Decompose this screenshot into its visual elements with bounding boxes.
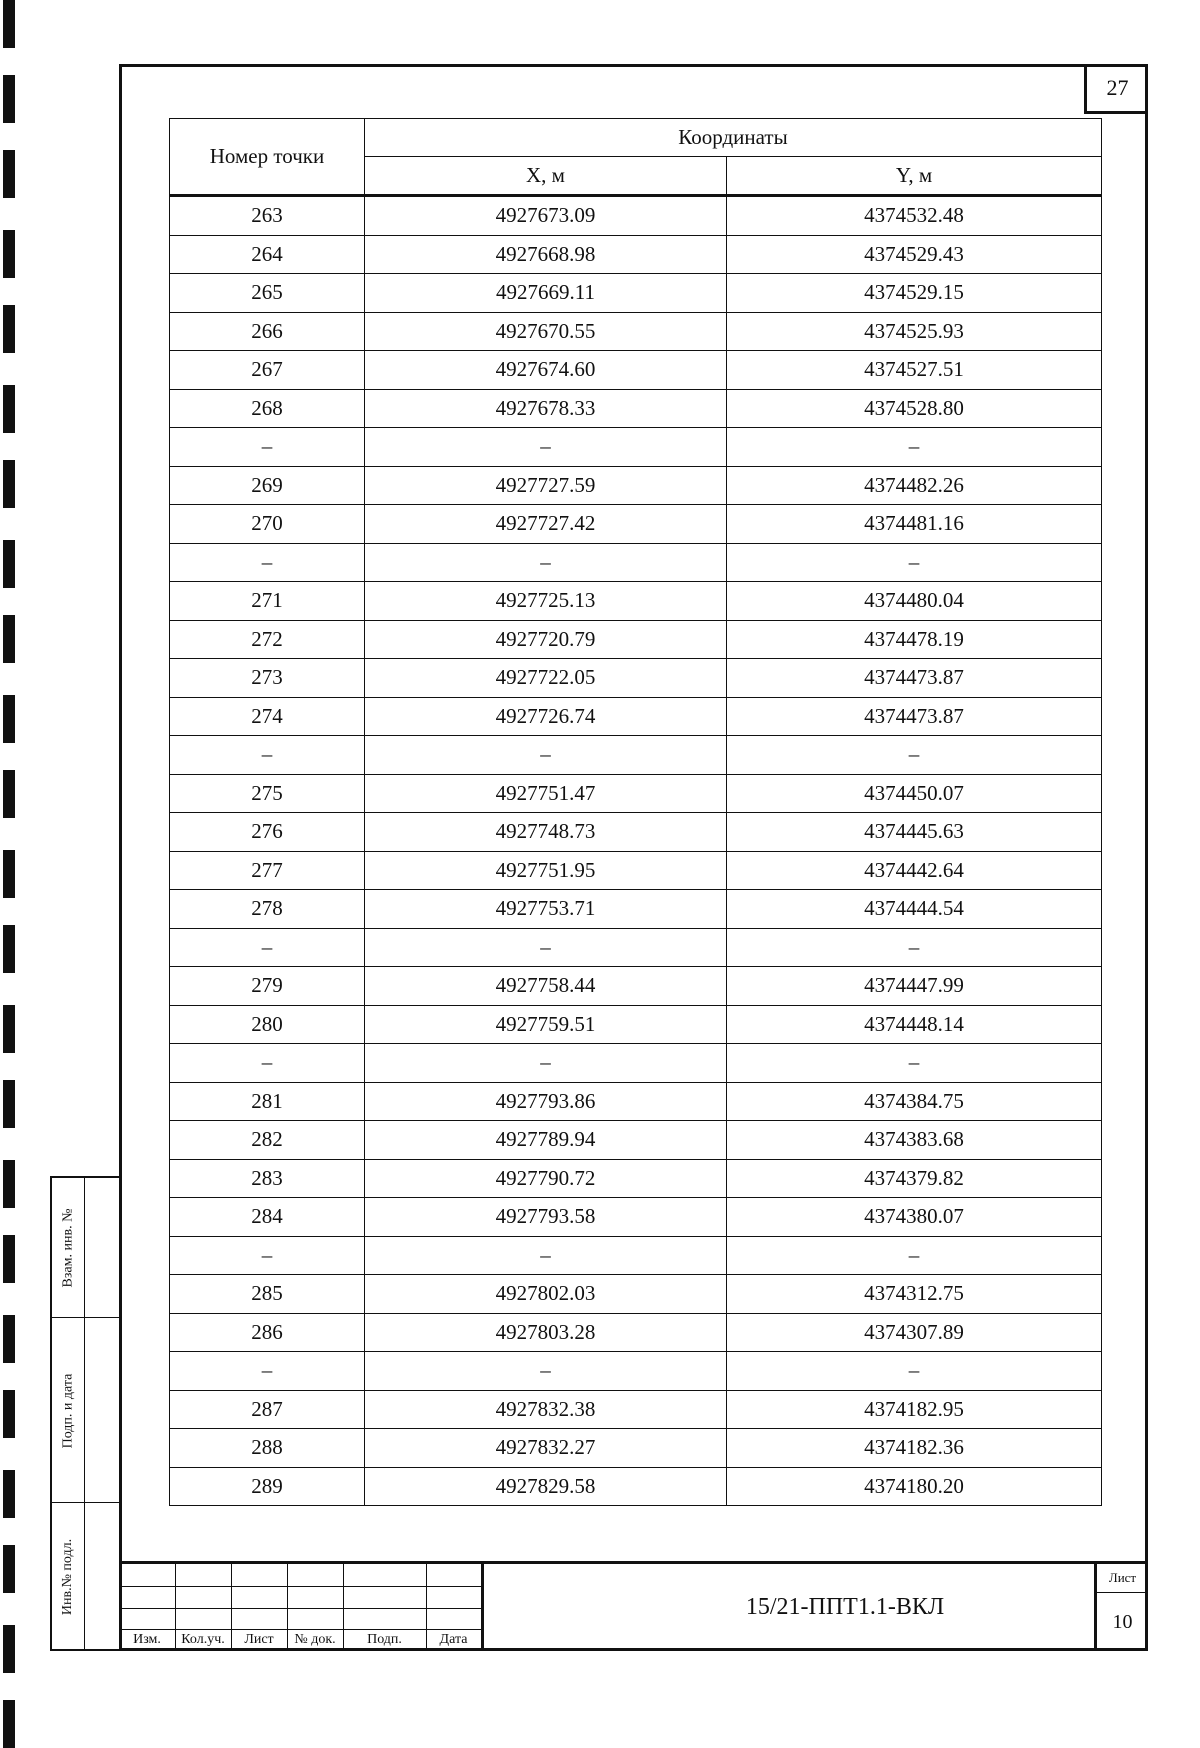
cell-point: 280	[170, 1005, 365, 1044]
cell-x: 4927669.11	[365, 274, 727, 313]
side-label-inv: Инв.№ подл.	[60, 1538, 75, 1616]
cell-point: 271	[170, 582, 365, 621]
cell-point: 275	[170, 774, 365, 813]
cell-y: 4374312.75	[727, 1275, 1102, 1314]
cell-x: 4927751.47	[365, 774, 727, 813]
cell-y: –	[727, 543, 1102, 582]
cell-y: 4374481.16	[727, 505, 1102, 544]
side-label-podp: Подп. и дата	[60, 1373, 76, 1448]
binding-mark	[3, 305, 15, 353]
header-coordinates: Координаты	[365, 119, 1102, 157]
binding-mark	[3, 1545, 15, 1593]
sheet-number: 10	[1112, 1610, 1133, 1633]
cell-y: 4374480.04	[727, 582, 1102, 621]
tb-label-kol: Кол.уч.	[181, 1632, 225, 1647]
cell-point: 282	[170, 1121, 365, 1160]
cell-point: 268	[170, 389, 365, 428]
cell-x: 4927674.60	[365, 351, 727, 390]
table-row	[170, 274, 1102, 313]
cell-point: 277	[170, 851, 365, 890]
side-label-vzam: Взам. инв. №	[60, 1208, 75, 1288]
table-row	[170, 928, 1102, 967]
cell-x: 4927832.27	[365, 1429, 727, 1468]
table-row	[170, 1313, 1102, 1352]
cell-y: 4374444.54	[727, 890, 1102, 929]
cell-point: 265	[170, 274, 365, 313]
cell-y: –	[727, 428, 1102, 467]
sheet-cell	[1094, 1564, 1148, 1651]
cell-point: 283	[170, 1159, 365, 1198]
coordinates-table	[169, 118, 1102, 1506]
table-row	[170, 543, 1102, 582]
table-body	[170, 196, 1102, 1506]
cell-point: 281	[170, 1082, 365, 1121]
cell-point: 279	[170, 967, 365, 1006]
binding-mark	[3, 1470, 15, 1518]
cell-y: 4374384.75	[727, 1082, 1102, 1121]
cell-x: 4927753.71	[365, 890, 727, 929]
cell-point: –	[170, 928, 365, 967]
cell-y: 4374180.20	[727, 1467, 1102, 1506]
header-y: Y, м	[727, 157, 1102, 196]
table-row	[170, 697, 1102, 736]
table-row	[170, 1275, 1102, 1314]
cell-x: –	[365, 1352, 727, 1391]
binding-mark	[3, 1315, 15, 1363]
revision-grid	[119, 1564, 481, 1651]
table-row	[170, 1121, 1102, 1160]
binding-mark	[3, 1005, 15, 1053]
cell-x: 4927832.38	[365, 1390, 727, 1429]
cell-x: –	[365, 428, 727, 467]
cell-point: 269	[170, 466, 365, 505]
table-row	[170, 428, 1102, 467]
table-row	[170, 1236, 1102, 1275]
binding-mark	[3, 385, 15, 433]
cell-y: 4374379.82	[727, 1159, 1102, 1198]
cell-y: 4374529.15	[727, 274, 1102, 313]
cell-y: 4374532.48	[727, 196, 1102, 236]
cell-x: 4927725.13	[365, 582, 727, 621]
cell-point: –	[170, 1236, 365, 1275]
table-row	[170, 1082, 1102, 1121]
cell-x: 4927727.59	[365, 466, 727, 505]
binding-mark	[3, 695, 15, 743]
cell-x: 4927802.03	[365, 1275, 727, 1314]
table-row	[170, 1005, 1102, 1044]
cell-point: 264	[170, 235, 365, 274]
cell-point: –	[170, 1352, 365, 1391]
sheet-label: Лист	[1097, 1564, 1148, 1593]
cell-point: 263	[170, 196, 365, 236]
cell-point: –	[170, 736, 365, 775]
cell-x: 4927793.86	[365, 1082, 727, 1121]
cell-x: –	[365, 1044, 727, 1083]
page-number: 27	[1084, 64, 1148, 114]
cell-y: –	[727, 1044, 1102, 1083]
cell-y: 4374442.64	[727, 851, 1102, 890]
tb-label-izm: Изм.	[133, 1632, 161, 1647]
binding-mark	[3, 1160, 15, 1208]
table-row	[170, 1159, 1102, 1198]
cell-y: 4374478.19	[727, 620, 1102, 659]
cell-x: –	[365, 543, 727, 582]
binding-marks	[0, 0, 20, 1712]
title-block	[119, 1561, 1148, 1651]
cell-y: 4374473.87	[727, 659, 1102, 698]
cell-x: 4927790.72	[365, 1159, 727, 1198]
binding-mark	[3, 1390, 15, 1438]
cell-point: 270	[170, 505, 365, 544]
binding-mark	[3, 0, 15, 48]
table-row	[170, 582, 1102, 621]
cell-x: 4927722.05	[365, 659, 727, 698]
cell-y: 4374307.89	[727, 1313, 1102, 1352]
table-row	[170, 351, 1102, 390]
cell-y: 4374447.99	[727, 967, 1102, 1006]
side-stamp	[50, 1176, 119, 1651]
cell-y: 4374525.93	[727, 312, 1102, 351]
cell-y: –	[727, 1352, 1102, 1391]
cell-x: 4927678.33	[365, 389, 727, 428]
table-row	[170, 659, 1102, 698]
table-row	[170, 774, 1102, 813]
cell-y: 4374450.07	[727, 774, 1102, 813]
cell-point: –	[170, 428, 365, 467]
tb-label-podp: Подп.	[367, 1632, 402, 1647]
cell-point: 267	[170, 351, 365, 390]
binding-mark	[3, 1080, 15, 1128]
cell-y: –	[727, 1236, 1102, 1275]
cell-point: 289	[170, 1467, 365, 1506]
header-x: X, м	[365, 157, 727, 196]
table-row	[170, 1429, 1102, 1468]
table-row	[170, 466, 1102, 505]
cell-x: 4927720.79	[365, 620, 727, 659]
cell-x: 4927758.44	[365, 967, 727, 1006]
cell-x: 4927751.95	[365, 851, 727, 890]
table-row	[170, 1198, 1102, 1237]
cell-x: –	[365, 1236, 727, 1275]
cell-y: 4374528.80	[727, 389, 1102, 428]
binding-mark	[3, 850, 15, 898]
table-row	[170, 620, 1102, 659]
cell-point: 288	[170, 1429, 365, 1468]
cell-point: 274	[170, 697, 365, 736]
cell-point: 287	[170, 1390, 365, 1429]
cell-x: 4927829.58	[365, 1467, 727, 1506]
header-point-number: Номер точки	[170, 119, 365, 196]
binding-mark	[3, 770, 15, 818]
cell-x: –	[365, 928, 727, 967]
table-row	[170, 1390, 1102, 1429]
cell-point: 278	[170, 890, 365, 929]
cell-x: 4927759.51	[365, 1005, 727, 1044]
cell-point: 266	[170, 312, 365, 351]
cell-point: 285	[170, 1275, 365, 1314]
binding-mark	[3, 1700, 15, 1748]
table-row	[170, 813, 1102, 852]
tb-label-data: Дата	[439, 1632, 468, 1647]
cell-y: 4374380.07	[727, 1198, 1102, 1237]
cell-x: 4927673.09	[365, 196, 727, 236]
table-row	[170, 1352, 1102, 1391]
cell-x: 4927793.58	[365, 1198, 727, 1237]
cell-y: –	[727, 928, 1102, 967]
cell-x: 4927789.94	[365, 1121, 727, 1160]
cell-y: 4374448.14	[727, 1005, 1102, 1044]
table-row	[170, 1044, 1102, 1083]
tb-label-list: Лист	[244, 1632, 274, 1647]
cell-y: 4374182.95	[727, 1390, 1102, 1429]
table-row	[170, 505, 1102, 544]
cell-x: 4927670.55	[365, 312, 727, 351]
binding-mark	[3, 150, 15, 198]
table-row	[170, 736, 1102, 775]
cell-point: –	[170, 1044, 365, 1083]
document-code: 15/21-ППТ1.1-ВКЛ	[481, 1564, 1200, 1651]
cell-point: –	[170, 543, 365, 582]
table-row	[170, 235, 1102, 274]
cell-point: 276	[170, 813, 365, 852]
binding-mark	[3, 925, 15, 973]
table-row	[170, 312, 1102, 351]
cell-y: 4374527.51	[727, 351, 1102, 390]
cell-point: 284	[170, 1198, 365, 1237]
tb-label-ndok: № док.	[294, 1632, 336, 1647]
table-row	[170, 1467, 1102, 1506]
binding-mark	[3, 75, 15, 123]
table-row	[170, 389, 1102, 428]
cell-y: 4374182.36	[727, 1429, 1102, 1468]
binding-mark	[3, 230, 15, 278]
table-row	[170, 851, 1102, 890]
cell-point: 272	[170, 620, 365, 659]
cell-y: 4374445.63	[727, 813, 1102, 852]
binding-mark	[3, 615, 15, 663]
cell-y: 4374529.43	[727, 235, 1102, 274]
cell-y: –	[727, 736, 1102, 775]
binding-mark	[3, 1625, 15, 1673]
binding-mark	[3, 460, 15, 508]
cell-x: 4927748.73	[365, 813, 727, 852]
cell-y: 4374473.87	[727, 697, 1102, 736]
cell-x: 4927803.28	[365, 1313, 727, 1352]
cell-x: 4927727.42	[365, 505, 727, 544]
table-row	[170, 890, 1102, 929]
binding-mark	[3, 540, 15, 588]
binding-mark	[3, 1235, 15, 1283]
cell-y: 4374383.68	[727, 1121, 1102, 1160]
cell-point: 273	[170, 659, 365, 698]
table-row	[170, 967, 1102, 1006]
table-row	[170, 196, 1102, 236]
cell-x: 4927668.98	[365, 235, 727, 274]
cell-y: 4374482.26	[727, 466, 1102, 505]
cell-x: 4927726.74	[365, 697, 727, 736]
cell-point: 286	[170, 1313, 365, 1352]
cell-x: –	[365, 736, 727, 775]
